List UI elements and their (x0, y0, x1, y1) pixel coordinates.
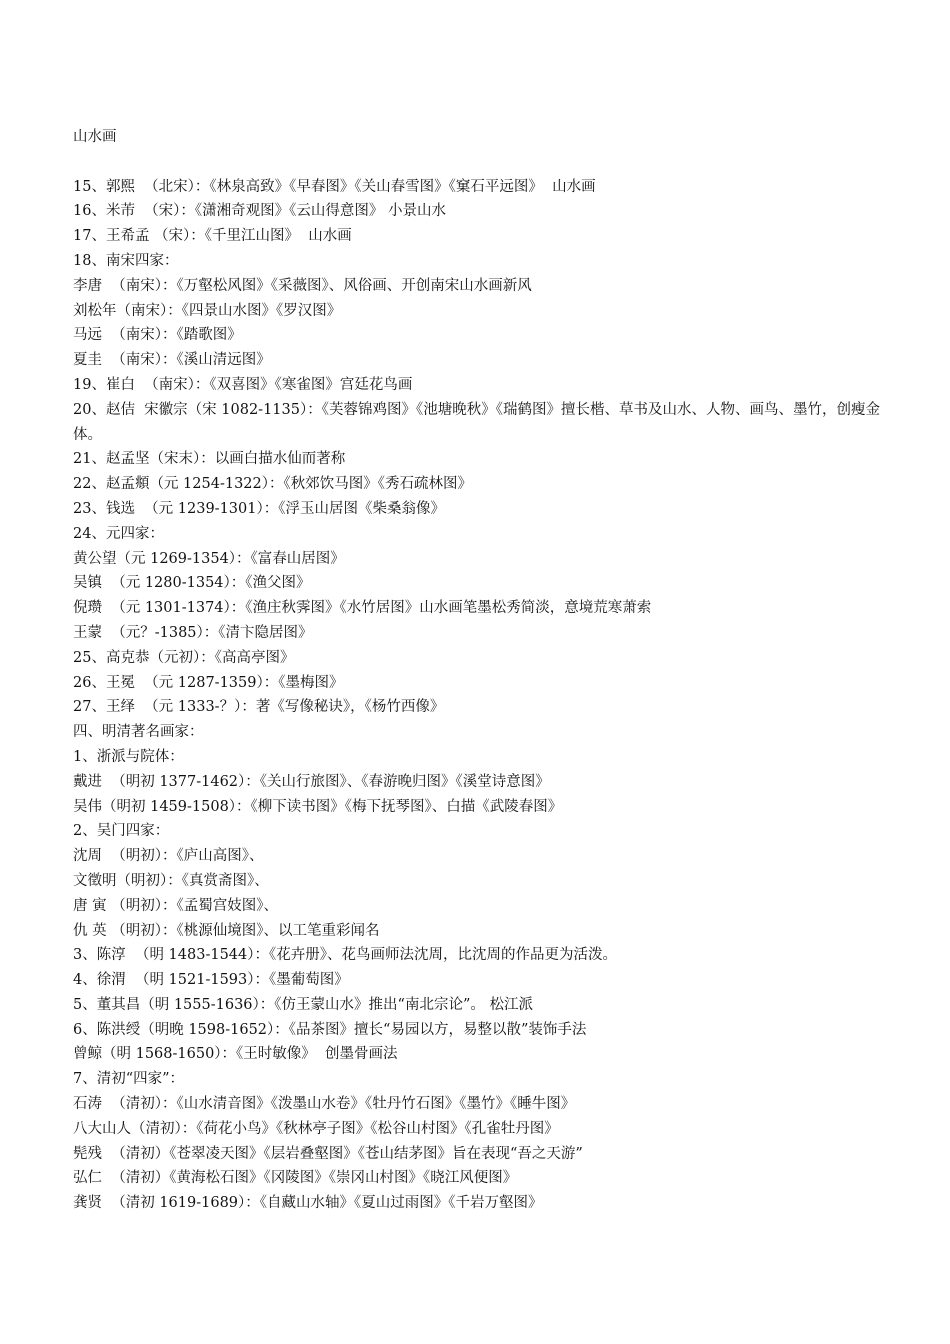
text-line: 倪瓒 （元 1301-1374）：《渔庄秋霁图》《水竹居图》山水画笔墨松秀简淡，意境荒寒萧索 (73, 600, 652, 617)
text-line: 1、浙派与院体： (73, 748, 184, 765)
text-line: 20、赵佶 宋徽宗（宋 1082-1135）：《芙蓉锦鸡图》《池塘晚秋》《瑞鹤图》擅长楷、草书及山水、人物、画鸟、墨竹，创瘦金体。 (73, 401, 880, 443)
text-line: 沈周 （明初）：《庐山高图》、 (73, 848, 264, 865)
text-line: 李唐 （南宋）：《万壑松风图》《采薇图》、风俗画、开创南宋山水画新风 (73, 277, 532, 294)
text-line: 21、赵孟坚（宋末）：以画白描水仙而著称 (73, 451, 346, 468)
text-line: 24、元四家： (73, 525, 164, 542)
text-line: 黄公望（元 1269-1354）：《富春山居图》 (73, 550, 345, 567)
text-line: 石涛 （清初）：《山水清音图》《泼墨山水卷》《牡丹竹石图》《墨竹》《睡牛图》 (73, 1096, 576, 1113)
text-line: 23、钱选 （元 1239-1301）：《浮玉山居图《柴桑翁像》 (73, 500, 445, 517)
text-line: 吴镇 （元 1280-1354）：《渔父图》 (73, 575, 311, 592)
text-line: 4、徐渭 （明 1521-1593）：《墨葡萄图》 (73, 972, 349, 989)
text-line: 3、陈淳 （明 1483-1544）：《花卉册》、花鸟画师法沈周，比沈周的作品更为活泼。 (73, 947, 618, 964)
text-line: 16、米芾 （宋）：《潇湘奇观图》《云山得意图》 小景山水 (73, 203, 447, 220)
text-line: 八大山人（清初）：《荷花小鸟》《秋林亭子图》《松谷山村图》《孔雀牡丹图》 (73, 1120, 559, 1137)
text-line: 22、赵孟頫（元 1254-1322）：《秋郊饮马图》《秀石疏林图》 (73, 476, 473, 493)
text-line: 髡残 （清初）《苍翠凌天图》《层岩叠壑图》《苍山结茅图》旨在表现“吾之天游” (73, 1145, 583, 1162)
text-line: 文徵明（明初）：《真赏斋图》、 (73, 872, 269, 889)
text-line: 27、王绎 （元 1333-？）：著《写像秘诀》，《杨竹西像》 (73, 699, 445, 716)
text-line: 唐 寅 （明初）：《孟蜀宫妓图》、 (73, 897, 278, 914)
text-line: 四、明清著名画家： (73, 724, 204, 741)
text-line: 7、清初“四家”： (73, 1071, 185, 1088)
text-line: 仇 英 （明初）：《桃源仙境图》、以工笔重彩闻名 (73, 922, 380, 939)
text-line: 弘仁 （清初）《黄海松石图》《冈陵图》《崇冈山村图》《晓江风便图》 (73, 1170, 518, 1187)
text-line: 王蒙 （元？-1385）：《清卞隐居图》 (73, 624, 313, 641)
text-line: 15、郭熙 （北宋）：《林泉高致》《早春图》《关山春雪图》《窠石平远图》 山水画 (73, 178, 596, 195)
text-line: 马远 （南宋）：《踏歌图》 (73, 327, 242, 344)
text-line: 龚贤 （清初 1619-1689）：《自藏山水轴》《夏山过雨图》《千岩万壑图》 (73, 1195, 543, 1212)
text-line: 26、王冕 （元 1287-1359）：《墨梅图》 (73, 674, 344, 691)
text-line: 6、陈洪绶（明晚 1598-1652）：《品茶图》擅长“易园以方，易整以散”装饰手法 (73, 1021, 587, 1038)
text-line: 曾鲸（明 1568-1650）：《王时敏像》 创墨骨画法 (73, 1046, 398, 1063)
text-line: 刘松年（南宋）：《四景山水图》《罗汉图》 (73, 302, 342, 319)
text-line: 25、高克恭（元初）：《高高亭图》 (73, 649, 295, 666)
text-line: 19、崔白 （南宋）：《双喜图》《寒雀图》宫廷花鸟画 (73, 376, 413, 393)
text-line: 5、董其昌（明 1555-1636）：《仿王蒙山水》推出“南北宗论”。 松江派 (73, 996, 533, 1013)
text-line: 夏圭 （南宋）：《溪山清远图》 (73, 352, 271, 369)
text-line: 17、王希孟 （宋）：《千里江山图》 山水画 (73, 228, 352, 245)
text-line: 2、吴门四家： (73, 823, 170, 840)
text-line: 18、南宋四家： (73, 252, 179, 269)
document-body (73, 125, 883, 1216)
text-line: 吴伟（明初 1459-1508）：《柳下读书图》《梅下抚琴图》、白描《武陵春图》 (73, 798, 563, 815)
text-line: 戴进 （明初 1377-1462）：《关山行旅图》、《春游晚归图》《溪堂诗意图》 (73, 773, 550, 790)
blank-line (73, 150, 883, 175)
section-heading: 山水画 (73, 129, 117, 145)
